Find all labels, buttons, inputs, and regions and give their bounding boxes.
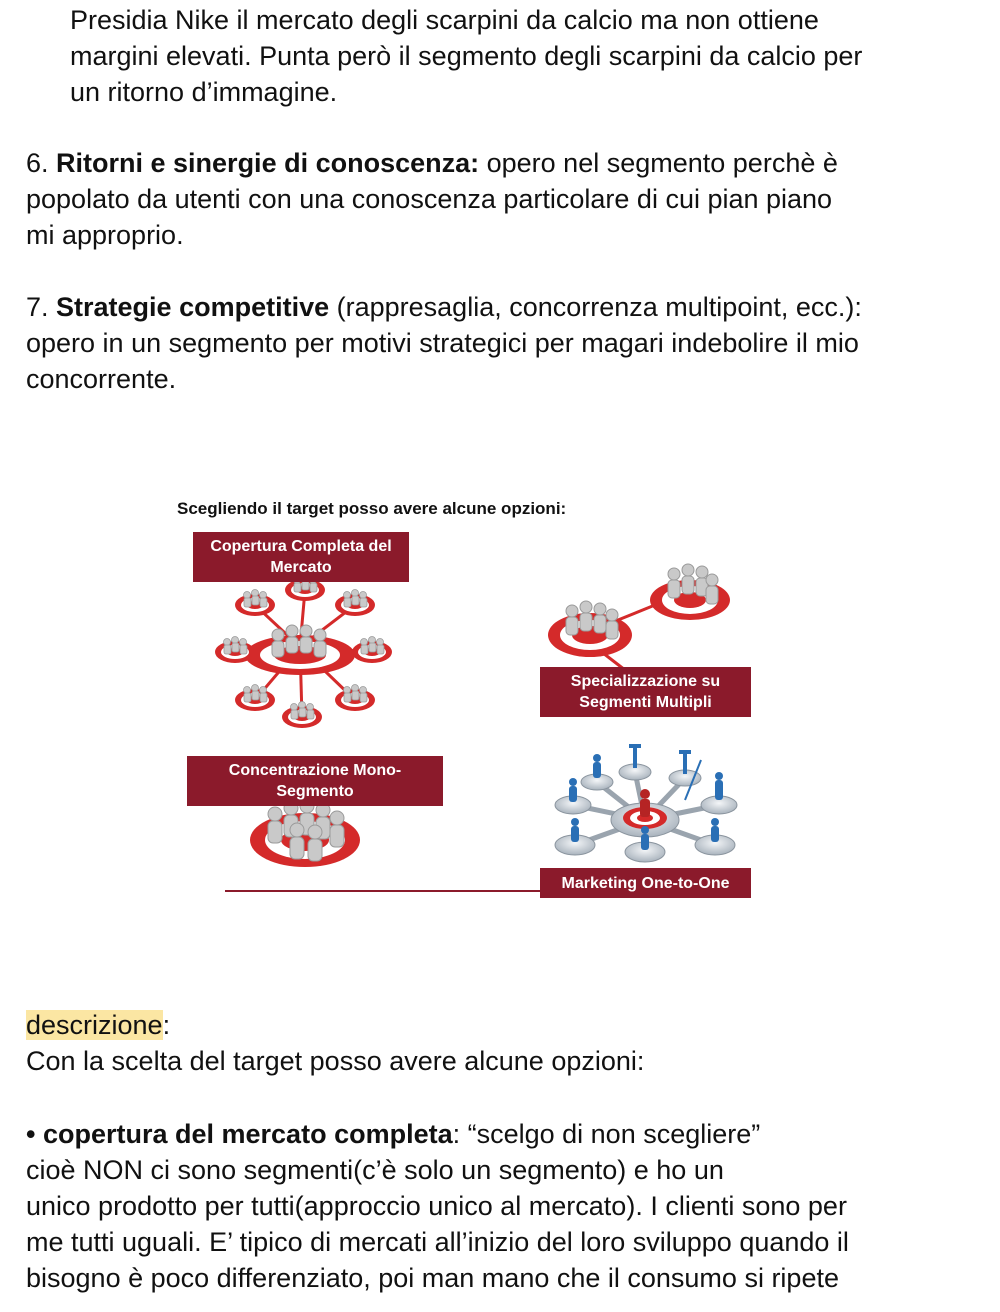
item-6-paragraph	[26, 145, 986, 253]
target-crowd-icon	[245, 625, 355, 675]
one-to-one-network-icon	[555, 744, 737, 862]
bullet-paragraph	[26, 1116, 986, 1296]
full-coverage-network-icon	[215, 575, 392, 729]
target-crowd-icon	[235, 685, 275, 712]
text-line: Con la scelta del target posso avere alcune opzioni:	[26, 1046, 645, 1076]
text-line: concorrente.	[26, 364, 177, 394]
text-line	[26, 145, 986, 181]
single-segment-label	[187, 756, 443, 806]
target-crowd-icon	[352, 637, 392, 664]
text-line: mi approprio.	[26, 220, 184, 250]
target-options-figure	[170, 495, 770, 905]
bullet-text: : “scelgo di non scegliere”	[452, 1119, 761, 1149]
full-coverage-label	[193, 532, 409, 582]
text-line: me tutti uguali. E’ tipico di mercati all’inizio del loro sviluppo quando il	[26, 1227, 849, 1257]
text-line: opero in un segmento per motivi strategici per magari indebolire il mio	[26, 328, 859, 358]
bullet-title: copertura del mercato completa	[42, 1119, 453, 1149]
item-number: 6.	[26, 148, 57, 178]
item-title: Ritorni e sinergie di conoscenza:	[56, 148, 480, 178]
text-line: bisogno è poco differenziato, poi man mano che il consumo si ripete	[26, 1263, 839, 1293]
label-line: Marketing One-to-One	[561, 874, 730, 892]
text-line: popolato da utenti con una conoscenza particolare di cui pian piano	[26, 184, 833, 214]
single-segment-target-icon	[250, 799, 360, 867]
target-crowd-icon	[215, 637, 255, 664]
multi-segment-label	[540, 667, 751, 717]
bullet-mark: •	[26, 1119, 43, 1149]
target-crowd-icon	[235, 590, 275, 617]
text-line: cioè NON ci sono segmenti(c’è solo un segmento) e ho un	[26, 1155, 724, 1185]
description-paragraph	[26, 1007, 986, 1079]
colon: :	[162, 1010, 171, 1040]
item-title: Strategie competitive	[56, 292, 330, 322]
figure-title: Scegliendo il target posso avere alcune opzioni:	[177, 499, 567, 518]
highlighted-word: descrizione	[26, 1010, 163, 1040]
one-to-one-label	[540, 868, 751, 898]
label-line: Copertura Completa del	[210, 538, 392, 555]
item-number: 7.	[26, 292, 57, 322]
target-crowd-icon	[335, 590, 375, 617]
label-line: Concentrazione Mono-	[228, 762, 402, 779]
label-line: Segmenti Multipli	[579, 694, 712, 711]
text-line	[26, 1116, 986, 1152]
text-line: Presidia Nike il mercato degli scarpini da calcio ma non ottiene	[70, 5, 819, 35]
intro-paragraph	[70, 2, 1000, 110]
item-text: (rappresaglia, concorrenza multipoint, ecc.):	[329, 292, 862, 322]
text-line: unico prodotto per tutti(approccio unico al mercato). I clienti sono per	[26, 1191, 847, 1221]
text-line	[26, 289, 986, 325]
item-text: opero nel segmento perchè è	[479, 148, 838, 178]
label-line: Mercato	[270, 559, 332, 576]
target-crowd-icon	[282, 702, 322, 729]
label-line: Specializzazione su	[570, 673, 721, 690]
item-7-paragraph	[26, 289, 986, 397]
text-line: un ritorno d’immagine.	[70, 77, 338, 107]
text-line: margini elevati. Punta però il segmento degli scarpini da calcio per	[70, 41, 863, 71]
text-line	[26, 1007, 986, 1043]
label-line: Segmento	[276, 783, 354, 800]
multi-segment-targets-icon	[548, 564, 730, 670]
